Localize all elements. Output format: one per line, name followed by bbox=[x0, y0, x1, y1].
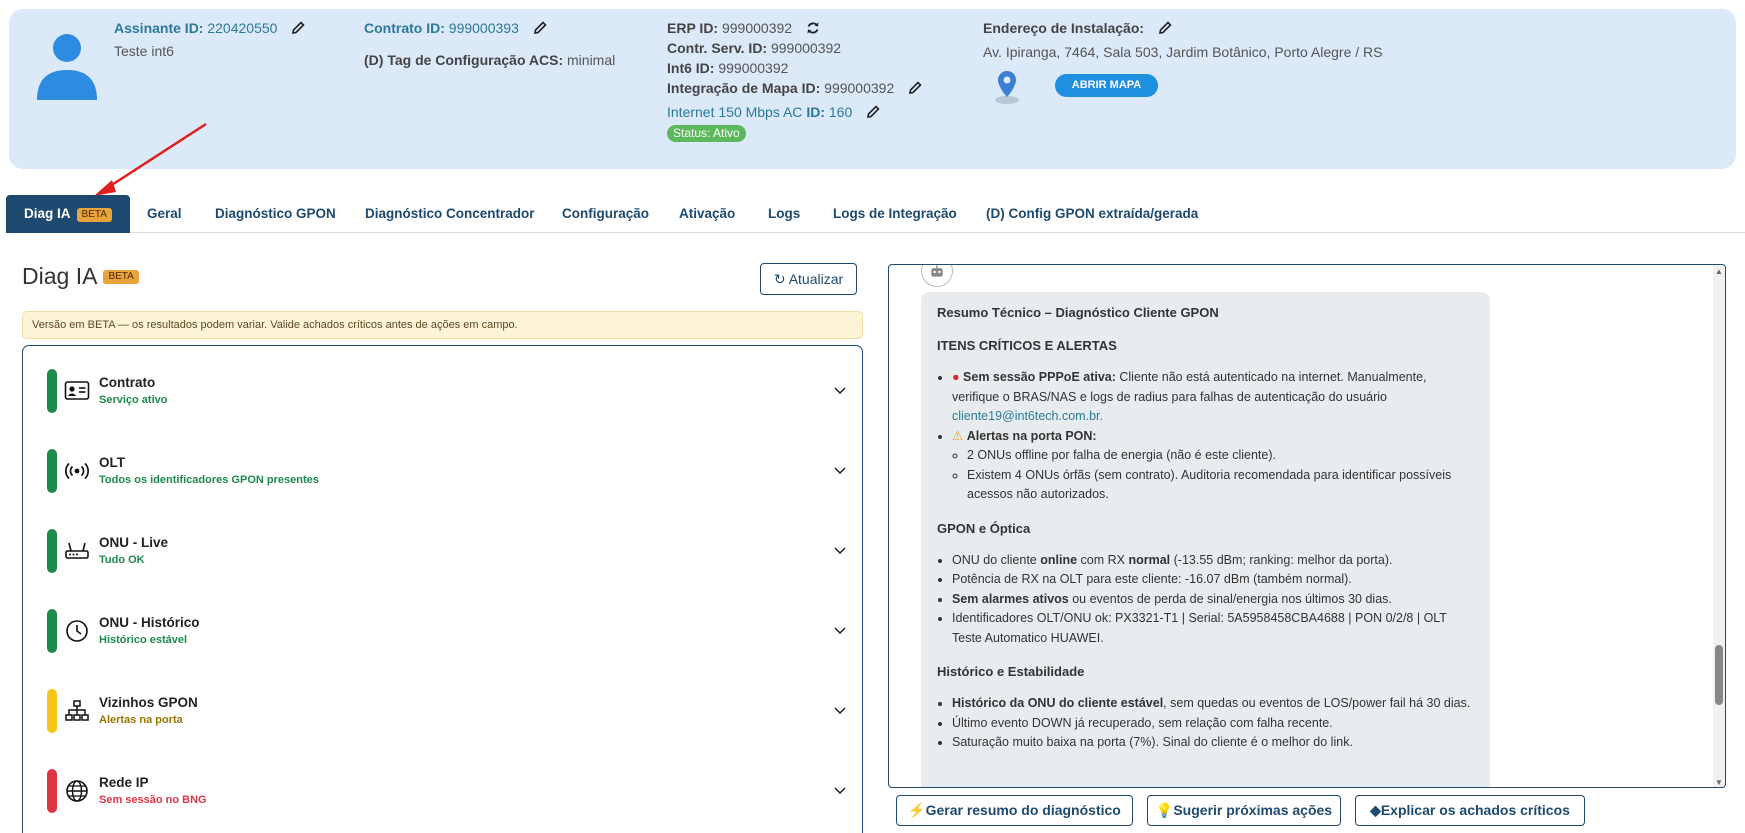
warning-icon: ⚠ bbox=[952, 428, 964, 443]
sync-icon[interactable] bbox=[806, 21, 820, 35]
scroll-down-icon[interactable]: ▼ bbox=[1715, 778, 1723, 787]
magic-wand-icon: ⚡ bbox=[908, 802, 926, 818]
contract-info bbox=[364, 18, 615, 70]
list-item: • Último evento DOWN já recuperado, sem relação com falha recente. bbox=[952, 714, 1474, 734]
address-label: Endereço de Instalação: bbox=[983, 20, 1145, 36]
beta-badge: BETA bbox=[103, 270, 138, 284]
user-email-link[interactable]: cliente19@int6tech.com.br. bbox=[952, 409, 1103, 423]
plan-id: 160 bbox=[828, 104, 853, 120]
check-contrato[interactable] bbox=[47, 369, 847, 413]
plan-id-label: ID: bbox=[806, 104, 825, 120]
check-olt[interactable] bbox=[47, 449, 847, 493]
list-item bbox=[952, 551, 1474, 571]
subscriber-id: 220420550 bbox=[207, 20, 278, 36]
contr-serv-label: Contr. Serv. ID: bbox=[667, 40, 768, 56]
address-info bbox=[983, 18, 1383, 62]
pon-title: Alertas na porta PON: bbox=[966, 428, 1097, 443]
plan-name[interactable]: Internet 150 Mbps AC bbox=[667, 104, 803, 120]
check-rede-ip[interactable] bbox=[47, 769, 847, 813]
check-name: ONU - Live bbox=[99, 535, 169, 550]
clock-icon bbox=[64, 619, 90, 643]
tab-logs[interactable]: Logs bbox=[768, 206, 801, 221]
erp-id-label: ERP ID: bbox=[667, 20, 719, 36]
edit-plan-icon[interactable] bbox=[866, 105, 880, 119]
check-onu-historico[interactable] bbox=[47, 609, 847, 653]
acs-tag-label: (D) Tag de Configuração ACS: bbox=[364, 52, 564, 68]
check-vizinhos-gpon[interactable] bbox=[47, 689, 847, 733]
beta-badge: BETA bbox=[77, 208, 112, 222]
page-title bbox=[22, 263, 139, 290]
scrollbar-thumb[interactable] bbox=[1715, 645, 1723, 705]
check-status: Histórico estável bbox=[99, 634, 188, 646]
tab-geral[interactable]: Geral bbox=[147, 206, 182, 221]
suggest-actions-button[interactable] bbox=[1147, 795, 1341, 826]
tab-configuracao[interactable]: Configuração bbox=[562, 206, 650, 221]
map-integration-label: Integração de Mapa ID: bbox=[667, 80, 821, 96]
text: com RX bbox=[1077, 552, 1129, 567]
text: online bbox=[1040, 552, 1078, 567]
check-status: Tudo OK bbox=[99, 554, 145, 566]
tab-logs-integracao[interactable]: Logs de Integração bbox=[833, 206, 957, 221]
open-map-button[interactable]: ABRIR MAPA bbox=[1055, 74, 1158, 97]
edit-contract-icon[interactable] bbox=[533, 21, 547, 35]
gpon-list bbox=[937, 551, 1474, 649]
list-item: • Identificadores OLT/ONU ok: PX3321-T1 | Serial: 5A5958458CBA4688 | PON 0/2/8 | OLT Teste Automatico HUAWEI. bbox=[952, 609, 1474, 648]
panel-title-text: Diag IA bbox=[22, 263, 98, 289]
list-item: • Saturação muito baixa na porta (7%). Sinal do cliente é o melhor do link. bbox=[952, 733, 1474, 753]
red-circle-icon: ● bbox=[952, 370, 960, 384]
status-bar bbox=[47, 609, 57, 653]
router-icon bbox=[64, 539, 90, 563]
contract-id-label: Contrato ID: bbox=[364, 20, 445, 36]
network-icon bbox=[64, 699, 90, 723]
subscriber-id-label: Assinante ID: bbox=[114, 20, 204, 36]
tab-label: Diag IA bbox=[24, 206, 71, 221]
button-label: Gerar resumo do diagnóstico bbox=[925, 802, 1121, 818]
explain-findings-button[interactable] bbox=[1355, 795, 1585, 826]
refresh-button[interactable] bbox=[760, 263, 857, 295]
check-onu-live[interactable] bbox=[47, 529, 847, 573]
check-name: OLT bbox=[99, 455, 125, 470]
tab-bar bbox=[6, 195, 1745, 233]
list-item: • Potência de RX na OLT para este cliente: -16.07 dBm (também normal). bbox=[952, 570, 1474, 590]
tab-diagnostico-concentrador[interactable]: Diagnóstico Concentrador bbox=[365, 206, 535, 221]
check-name: Rede IP bbox=[99, 775, 149, 790]
summary-title: Resumo Técnico – Diagnóstico Cliente GPON bbox=[937, 305, 1219, 320]
map-pin-icon bbox=[991, 69, 1023, 105]
subscriber-header bbox=[9, 9, 1736, 169]
robot-icon bbox=[921, 264, 953, 287]
list-item bbox=[952, 427, 1474, 505]
tab-diag-ia[interactable] bbox=[6, 195, 130, 233]
contr-serv-id: 999000392 bbox=[770, 40, 842, 56]
status-bar bbox=[47, 689, 57, 733]
lightbulb-icon: 💡 bbox=[1155, 802, 1174, 818]
chevron-down-icon[interactable] bbox=[833, 383, 847, 397]
map-integration-id: 999000392 bbox=[824, 80, 895, 96]
tab-diagnostico-gpon[interactable]: Diagnóstico GPON bbox=[215, 206, 336, 221]
ids-info bbox=[667, 18, 922, 142]
id-card-icon bbox=[64, 379, 90, 403]
history-heading: Histórico e Estabilidade bbox=[937, 664, 1085, 679]
check-status: Alertas na porta bbox=[99, 714, 183, 726]
tab-config-gpon[interactable]: (D) Config GPON extraída/gerada bbox=[986, 206, 1199, 221]
text: Sem alarmes ativos bbox=[952, 591, 1069, 606]
diagnostic-checks bbox=[22, 345, 863, 833]
erp-id: 999000392 bbox=[721, 20, 793, 36]
chevron-down-icon[interactable] bbox=[833, 623, 847, 637]
text: , sem quedas ou eventos de LOS/power fail há 30 dias. bbox=[1163, 696, 1471, 710]
text: ou eventos de perda de sinal/energia nos últimos 30 dias. bbox=[1068, 591, 1392, 606]
acs-tag-value: minimal bbox=[567, 52, 616, 68]
check-name: Contrato bbox=[99, 375, 156, 390]
subscriber-name: Teste int6 bbox=[114, 43, 174, 59]
diagnostic-summary-panel[interactable] bbox=[888, 264, 1726, 788]
history-list bbox=[937, 694, 1474, 753]
gpon-heading: GPON e Óptica bbox=[937, 520, 1031, 536]
pon-sublist bbox=[952, 446, 1474, 505]
scrollbar[interactable] bbox=[1713, 265, 1725, 788]
int6-id-label: Int6 ID: bbox=[667, 60, 715, 76]
refresh-icon: ↻ bbox=[773, 271, 786, 287]
status-bar bbox=[47, 369, 57, 413]
generate-summary-button[interactable] bbox=[896, 795, 1133, 826]
critical-list bbox=[937, 368, 1474, 505]
contract-id: 999000393 bbox=[448, 20, 519, 36]
check-name: ONU - Histórico bbox=[99, 615, 200, 630]
list-item: ◦ Existem 4 ONUs órfãs (sem contrato). Auditoria recomendada para identificar possíveis acessos não autorizados. bbox=[967, 466, 1474, 505]
text: Histórico da ONU do cliente estável bbox=[952, 696, 1164, 710]
check-status: Sem sessão no BNG bbox=[99, 794, 207, 806]
list-item bbox=[952, 368, 1474, 427]
edit-map-integration-icon[interactable] bbox=[908, 81, 922, 95]
text: (-13.55 dBm; ranking: melhor da porta). bbox=[1170, 552, 1393, 567]
critical-heading: ITENS CRÍTICOS E ALERTAS bbox=[937, 338, 1117, 353]
check-name: Vizinhos GPON bbox=[99, 695, 198, 710]
list-item bbox=[952, 694, 1474, 714]
pppoe-title: Sem sessão PPPoE ativa: bbox=[963, 370, 1116, 384]
summary-message bbox=[921, 292, 1490, 788]
broadcast-icon bbox=[64, 459, 90, 483]
beta-warning: Versão em BETA — os resultados podem variar. Valide achados críticos antes de ações em campo. bbox=[22, 311, 863, 339]
status-bar bbox=[47, 769, 57, 813]
status-bar bbox=[47, 529, 57, 573]
globe-icon bbox=[64, 779, 90, 803]
chevron-down-icon[interactable] bbox=[833, 543, 847, 557]
subscriber-info bbox=[114, 18, 305, 61]
address: Av. Ipiranga, 7464, Sala 503, Jardim Botânico, Porto Alegre / RS bbox=[983, 44, 1383, 60]
text: normal bbox=[1128, 552, 1171, 567]
int6-id: 999000392 bbox=[718, 60, 789, 76]
scroll-up-icon[interactable]: ▲ bbox=[1715, 267, 1723, 276]
avatar bbox=[31, 24, 103, 100]
list-item: ◦ 2 ONUs offline por falha de energia (não é este cliente). bbox=[967, 446, 1474, 466]
status-bar bbox=[47, 449, 57, 493]
list-item bbox=[952, 590, 1474, 610]
edit-address-icon[interactable] bbox=[1158, 21, 1172, 35]
button-label: Explicar os achados críticos bbox=[1380, 802, 1570, 818]
button-label: Sugerir próximas ações bbox=[1173, 802, 1333, 818]
diamond-icon: ◆ bbox=[1370, 802, 1381, 818]
annotation-arrow bbox=[90, 120, 210, 200]
check-status: Todos os identificadores GPON presentes bbox=[99, 474, 319, 486]
edit-subscriber-icon[interactable] bbox=[291, 21, 305, 35]
chevron-down-icon[interactable] bbox=[833, 703, 847, 717]
chevron-down-icon[interactable] bbox=[833, 783, 847, 797]
text: ONU do cliente bbox=[952, 552, 1041, 567]
refresh-label: Atualizar bbox=[788, 271, 844, 287]
tab-ativacao[interactable]: Ativação bbox=[679, 206, 736, 221]
status-badge: Status: Ativo bbox=[667, 125, 746, 142]
check-status: Serviço ativo bbox=[99, 394, 168, 406]
chevron-down-icon[interactable] bbox=[833, 463, 847, 477]
pppoe-text: Cliente não está autenticado na internet. Manualmente, verifique o BRAS/NAS e logs de radius para falhas de autenticação do usuário bbox=[952, 370, 1427, 404]
